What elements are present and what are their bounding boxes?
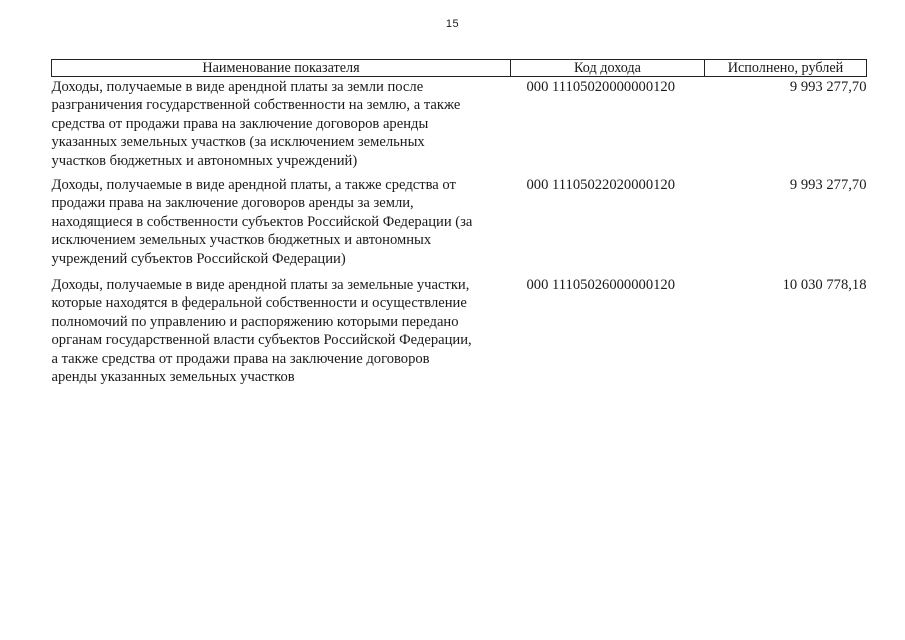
revenue-table xyxy=(51,59,867,387)
indicator-name-line: участков бюджетных и автономных учреждений) xyxy=(51,152,358,169)
indicator-name-line: исключением земельных участков бюджетных и автономных xyxy=(51,232,432,249)
header-executed-amount: Исполнено, рублей xyxy=(705,60,867,77)
indicator-name-line: Доходы, получаемые в виде арендной платы, а также средства от xyxy=(51,177,456,194)
table-row xyxy=(52,77,867,177)
indicator-name-line: учреждений субъектов Российской Федерации) xyxy=(51,250,346,267)
indicator-name-line: продажи права на заключение договоров аренды за земли, xyxy=(51,195,414,212)
page-number: 15 xyxy=(445,18,460,30)
executed-amount-cell: 10 030 778,18 xyxy=(782,277,867,294)
header-income-code: Код дохода xyxy=(511,60,705,77)
indicator-name-line: которые находятся в федеральной собственности и осуществление xyxy=(51,295,467,312)
indicator-name-line: органам государственной власти субъектов Российской Федерации, xyxy=(51,332,472,349)
indicator-name-line: аренды указанных земельных участков xyxy=(51,369,295,386)
table-row xyxy=(52,176,867,276)
indicator-name-line: указанных земельных участков (за исключением земельных xyxy=(51,134,425,151)
indicator-name-line: а также средства от продажи права на заключение договоров xyxy=(51,350,430,367)
indicator-name-line: находящиеся в собственности субъектов Российской Федерации (за xyxy=(51,213,473,230)
indicator-name-line: разграничения государственной собственности на землю, а также xyxy=(51,97,461,114)
indicator-name-cell xyxy=(52,276,511,386)
income-code-cell: 000 11105026000000120 xyxy=(526,277,676,294)
income-code-cell: 000 11105022020000120 xyxy=(526,177,676,194)
indicator-name-line: Доходы, получаемые в виде арендной платы за земельные участки, xyxy=(51,277,470,294)
indicator-name-cell xyxy=(52,77,511,177)
executed-amount-cell: 9 993 277,70 xyxy=(789,177,867,194)
executed-amount-cell: 9 993 277,70 xyxy=(789,79,867,95)
indicator-name-cell xyxy=(52,176,511,276)
table-row xyxy=(52,276,867,386)
table-header-row xyxy=(52,60,867,77)
indicator-name-line: полномочий по управлению и распоряжению которыми передано xyxy=(51,313,459,330)
income-code-cell: 000 11105020000000120 xyxy=(526,79,676,95)
indicator-name-line: Доходы, получаемые в виде арендной платы за земли после xyxy=(51,79,424,95)
indicator-name-line: средства от продажи права на заключение договоров аренды xyxy=(51,115,429,132)
header-indicator-name: Наименование показателя xyxy=(52,60,511,77)
